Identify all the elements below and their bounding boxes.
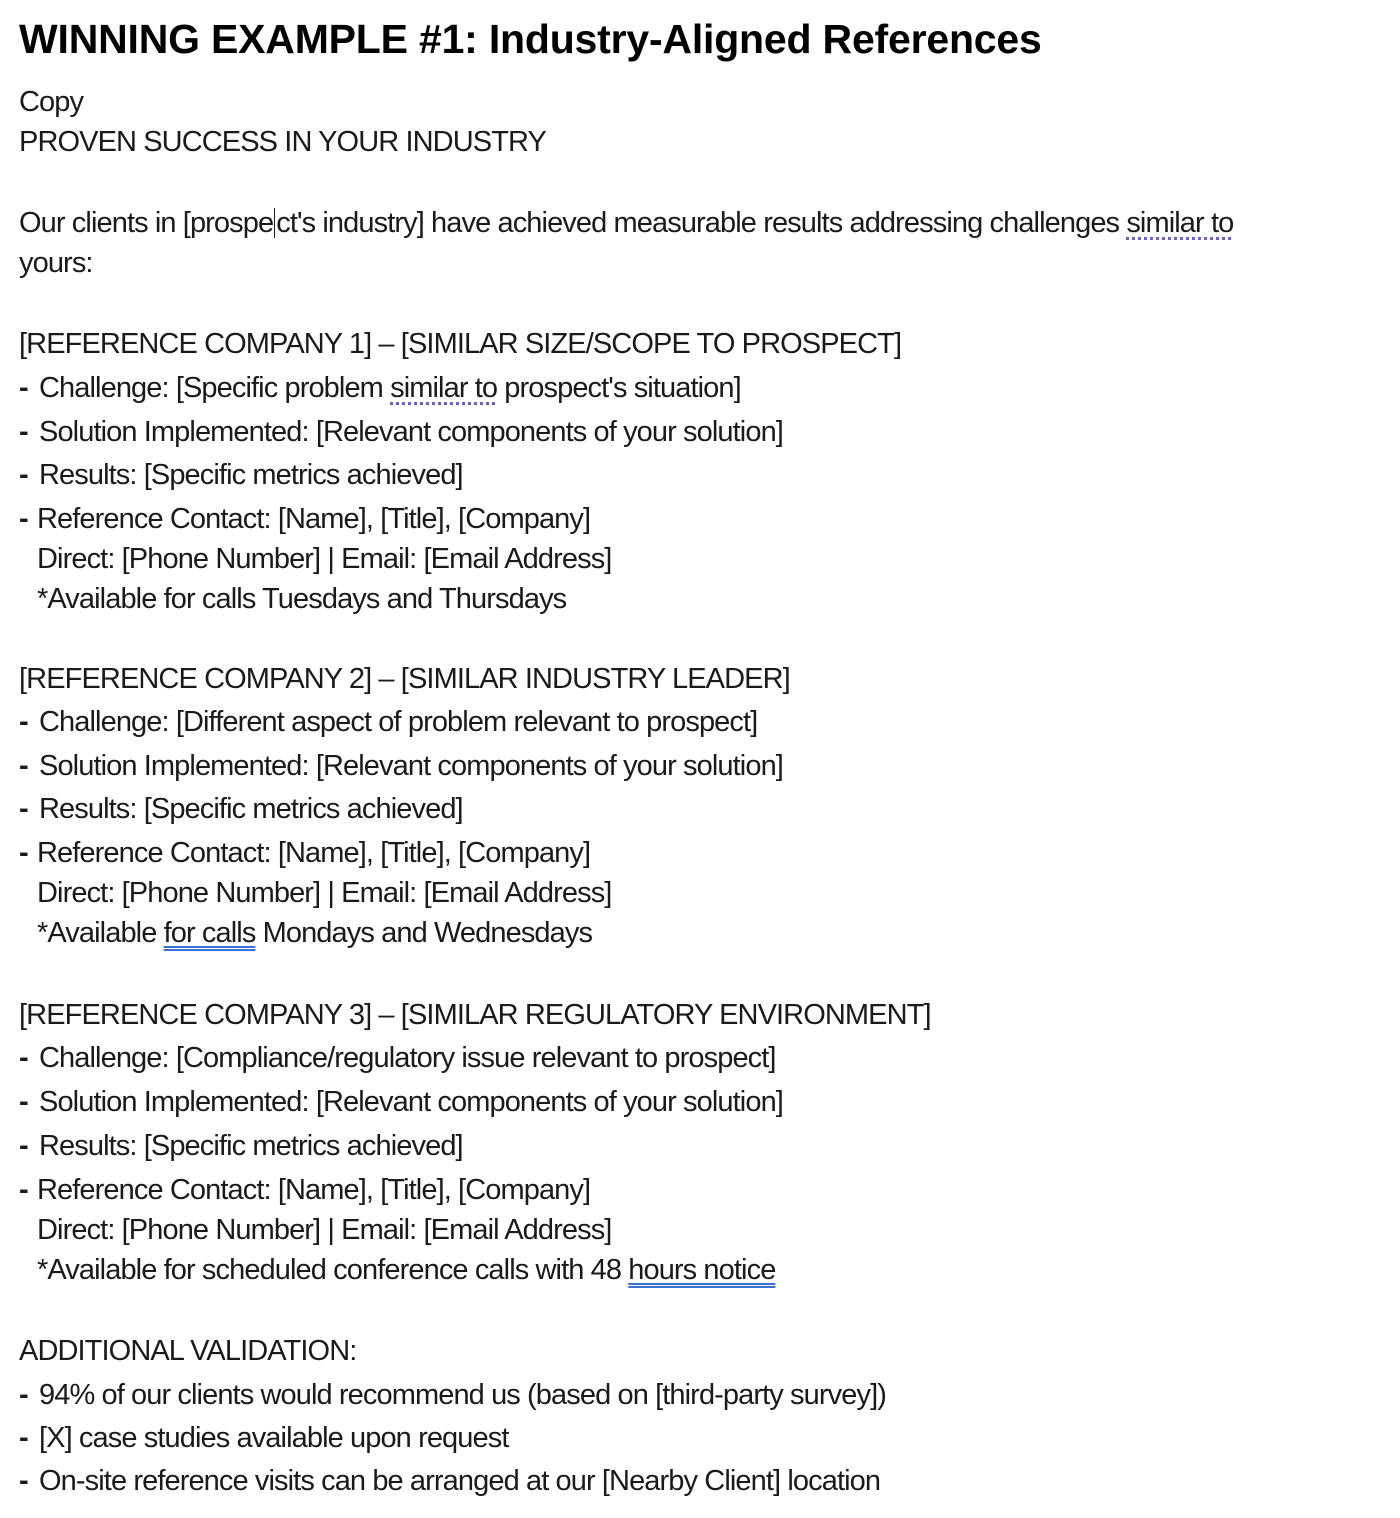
reference-1-contact xyxy=(19,501,590,537)
reference-3-direct: Direct: [Phone Number] | Email: [Email Address] xyxy=(37,1214,612,1246)
bullet-dash: - xyxy=(19,837,28,869)
bullet-dash: - xyxy=(19,416,28,448)
validation-item xyxy=(19,1377,886,1413)
reference-1-availability: *Available for calls Tuesdays and Thursdays xyxy=(37,583,567,615)
validation-item xyxy=(19,1463,880,1499)
bullet-dash: - xyxy=(19,503,28,535)
reference-3-availability xyxy=(37,1252,775,1288)
results-text: Results: [Specific metrics achieved] xyxy=(39,1130,463,1162)
style-suggestion-flag[interactable]: for calls xyxy=(163,917,256,949)
results-text: Results: [Specific metrics achieved] xyxy=(39,793,463,825)
bullet-dash: - xyxy=(19,1422,28,1454)
validation-text: [X] case studies available upon request xyxy=(39,1422,509,1454)
intro-text: ct's industry] have achieved measurable results addressing challenges xyxy=(276,207,1127,239)
bullet-dash: - xyxy=(19,372,28,404)
bullet-dash: - xyxy=(19,1465,28,1497)
reference-3-contact xyxy=(19,1172,590,1208)
reference-1-direct: Direct: [Phone Number] | Email: [Email Address] xyxy=(37,543,612,575)
validation-item xyxy=(19,1420,509,1456)
grammar-flag[interactable]: similar to xyxy=(1126,207,1234,239)
contact-text: Reference Contact: [Name], [Title], [Company] xyxy=(37,503,591,535)
reference-1-header: [REFERENCE COMPANY 1] – [SIMILAR SIZE/SCOPE TO PROSPECT] xyxy=(19,328,902,360)
bullet-dash: - xyxy=(19,1174,28,1206)
section-heading: PROVEN SUCCESS IN YOUR INDUSTRY xyxy=(19,126,546,158)
reference-2-contact xyxy=(19,835,590,871)
reference-3-header: [REFERENCE COMPANY 3] – [SIMILAR REGULATORY ENVIRONMENT] xyxy=(19,999,931,1031)
reference-2-solution xyxy=(19,748,783,784)
bullet-dash: - xyxy=(19,1042,28,1074)
results-text: Results: [Specific metrics achieved] xyxy=(39,459,463,491)
validation-text: 94% of our clients would recommend us (based on [third-party survey]) xyxy=(39,1379,886,1411)
copy-label[interactable]: Copy xyxy=(19,86,84,118)
challenge-text: Challenge: [Different aspect of problem relevant to prospect] xyxy=(39,706,758,738)
reference-2-results xyxy=(19,791,463,827)
challenge-text: prospect's situation] xyxy=(497,372,741,404)
contact-text: Reference Contact: [Name], [Title], [Company] xyxy=(37,837,591,869)
reference-3-solution xyxy=(19,1084,783,1120)
style-suggestion-flag[interactable]: hours notice xyxy=(628,1254,776,1286)
reference-2-direct: Direct: [Phone Number] | Email: [Email Address] xyxy=(37,877,612,909)
solution-text: Solution Implemented: [Relevant components of your solution] xyxy=(39,1086,783,1118)
reference-2-challenge xyxy=(19,704,757,740)
availability-text: Mondays and Wednesdays xyxy=(255,917,593,949)
bullet-dash: - xyxy=(19,793,28,825)
availability-text: *Available for scheduled conference calls with 48 xyxy=(37,1254,629,1286)
bullet-dash: - xyxy=(19,1086,28,1118)
bullet-dash: - xyxy=(19,750,28,782)
availability-text: *Available xyxy=(37,917,164,949)
bullet-dash: - xyxy=(19,1130,28,1162)
reference-1-challenge xyxy=(19,370,741,406)
reference-3-challenge xyxy=(19,1040,776,1076)
contact-text: Reference Contact: [Name], [Title], [Company] xyxy=(37,1174,591,1206)
challenge-text: Challenge: [Specific problem xyxy=(39,372,391,404)
reference-2-header: [REFERENCE COMPANY 2] – [SIMILAR INDUSTRY LEADER] xyxy=(19,663,790,695)
reference-1-solution xyxy=(19,414,783,450)
bullet-dash: - xyxy=(19,1379,28,1411)
bullet-dash: - xyxy=(19,706,28,738)
solution-text: Solution Implemented: [Relevant components of your solution] xyxy=(39,416,783,448)
reference-1-results xyxy=(19,457,463,493)
bullet-dash: - xyxy=(19,459,28,491)
validation-text: On-site reference visits can be arranged at our [Nearby Client] location xyxy=(39,1465,881,1497)
intro-text: Our clients in [prospe xyxy=(19,207,274,239)
intro-paragraph xyxy=(19,205,1233,241)
reference-2-availability xyxy=(37,915,592,951)
solution-text: Solution Implemented: [Relevant components of your solution] xyxy=(39,750,783,782)
reference-3-results xyxy=(19,1128,463,1164)
intro-paragraph-continued: yours: xyxy=(19,247,93,279)
challenge-text: Challenge: [Compliance/regulatory issue relevant to prospect] xyxy=(39,1042,776,1074)
grammar-flag[interactable]: similar to xyxy=(390,372,498,404)
validation-header: ADDITIONAL VALIDATION: xyxy=(19,1335,357,1367)
document-title: WINNING EXAMPLE #1: Industry-Aligned References xyxy=(19,16,1042,62)
